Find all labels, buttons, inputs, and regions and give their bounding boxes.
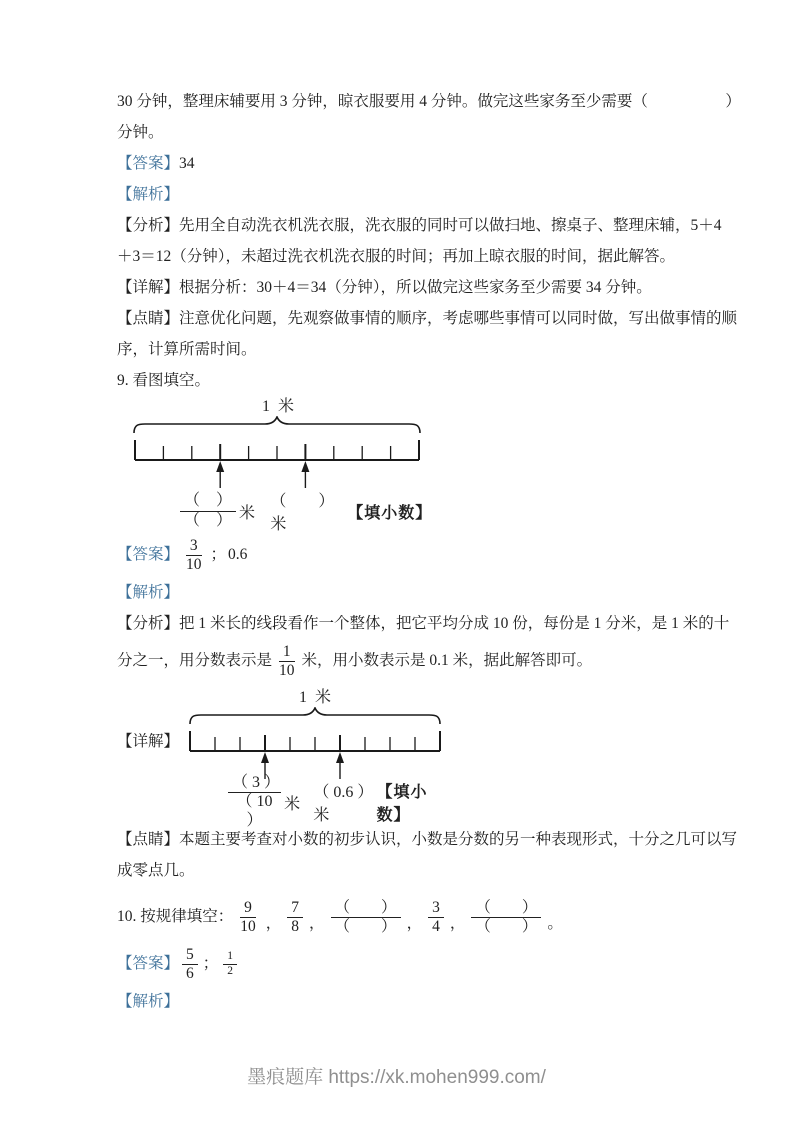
q9-dianjing-line1: 【点睛】本题主要考查对小数的初步认识，小数是分数的另一种表现形式，十分之几可以写 — [117, 831, 738, 848]
q9-dianjing-line2: 成零点几。 — [117, 862, 195, 879]
q10-answer-fraction-1: $\frac{5}{6}$ — [182, 946, 198, 983]
q9-answer-decimal: 0.6 — [228, 545, 248, 563]
fenxi-text-pre: 分之一，用分数表示是 — [117, 651, 273, 669]
arrow-at-three-tenths — [216, 461, 224, 488]
q9-title: 9. 看图填空。 — [117, 372, 211, 389]
q8-text-line2: 分钟。 — [117, 124, 164, 141]
q10-fraction-1: $\frac{9}{10}$ — [240, 898, 256, 935]
brace-shape — [134, 417, 420, 433]
q9-answer-fraction: $\frac{3}{10}$ — [186, 536, 202, 573]
one-tenth-fraction: $\frac{1}{10}$ — [279, 642, 295, 679]
q9-jiexi-row — [117, 577, 687, 608]
blank-fraction: $\frac{( )}{( )}$ — [180, 492, 236, 530]
answer-label: 【答案】 — [117, 954, 180, 972]
jiexi-label: 【解析】 — [117, 186, 180, 203]
fill-decimal-note: 【填小数】 — [347, 504, 433, 522]
q8-xiangjie-line: 【详解】根据分析：30＋4＝34（分钟），所以做完这些家务至少需要 34 分钟。 — [117, 279, 652, 296]
q10-jiexi-row — [117, 986, 687, 1017]
jiexi-label: 【解析】 — [117, 584, 180, 601]
q9-ruler-diagram-filled — [185, 689, 447, 829]
q8-dianjing-line2: 序，计算所需时间。 — [117, 341, 257, 358]
q8-answer-row — [117, 148, 687, 179]
q10-fraction-5-blank: $\frac{( )}{( )}$ — [471, 899, 541, 936]
q10-fraction-4: $\frac{3}{4}$ — [428, 899, 444, 936]
q8-answer-value: 34 — [179, 155, 195, 172]
q8-fenxi-line1: 【分析】先用全自动洗衣机洗衣服，洗衣服的同时可以做扫地、擦桌子、整理床辅，5＋4 — [117, 217, 722, 234]
q9-ruler-diagram-blank — [129, 398, 433, 533]
q9-answer-row — [117, 533, 687, 577]
brace-shape — [190, 708, 440, 724]
q8-jiexi-row — [117, 179, 687, 210]
q9-fenxi-line1: 【分析】把 1 米长的线段看作一个整体，把它平均分成 10 份，每份是 1 分米，是 1 米的十 — [117, 615, 730, 632]
ruler-graphic — [129, 416, 425, 490]
ruler-length-label: 1 米 — [261, 398, 296, 415]
ruler-length-label: 1 米 — [298, 689, 333, 706]
xiangjie-label: 【详解】 — [117, 733, 180, 750]
jiexi-label: 【解析】 — [117, 993, 180, 1010]
unit-label: 米 — [284, 795, 301, 813]
document-body — [117, 86, 741, 1017]
answer-separator: ； — [210, 545, 227, 563]
decimal-blank: （ ）米 — [270, 493, 335, 533]
q8-text-line1: 30 分钟，整理床辅要用 3 分钟，晾衣服要用 4 分钟。做完这些家务至少需要（ ） — [117, 93, 741, 110]
unit-label: 米 — [239, 504, 256, 522]
answer-label: 【答案】 — [117, 155, 180, 172]
q10-answer-fraction-2: $\frac{1}{2}$ — [223, 950, 237, 977]
q10-answer-row — [117, 942, 687, 986]
ruler-caption-blank — [129, 491, 433, 533]
filled-fraction: $\frac{( 3 )}{( 10 )}$ — [228, 774, 281, 830]
fenxi-text-post: 米，用小数表示是 0.1 米，据此解答即可。 — [301, 651, 593, 669]
arrow-at-six-tenths — [301, 461, 309, 488]
q10-prefix: 10. 按规律填空： — [117, 907, 234, 925]
q10-fraction-3-blank: $\frac{( )}{( )}$ — [331, 899, 401, 936]
ruler-graphic — [185, 707, 445, 781]
answer-label: 【答案】 — [117, 545, 180, 563]
q8-dianjing-line1: 【点睛】注意优化问题，先观察做事情的顺序，考虑哪些事情可以同时做，写出做事情的顺 — [117, 310, 738, 327]
fill-decimal-note: 【填小数】 — [376, 784, 428, 824]
answer-separator: ； — [202, 954, 219, 972]
decimal-filled: （ 0.6 ）米 — [313, 784, 374, 824]
arrow-at-six-tenths — [336, 752, 344, 779]
q9-xiangjie-block — [117, 689, 687, 829]
ruler-caption-filled — [185, 773, 447, 829]
site-watermark: 墨痕题库 https://xk.mohen999.com/ — [247, 1067, 546, 1088]
q8-fenxi-line2: ＋3＝12（分钟），未超过洗衣机洗衣服的时间；再加上晾衣服的时间，据此解答。 — [117, 248, 676, 265]
q10-question-row: 10. 按规律填空： $\frac{9}{10}$ ， $\frac{7}{8}$ ， $\frac{( )}{( )}$ ， $\frac{3}{4}$ ， $\frac{( )}{( )}$ 。 — [117, 898, 563, 935]
q9-fenxi-line2 — [117, 639, 687, 683]
q10-fraction-2: $\frac{7}{8}$ — [287, 899, 303, 936]
